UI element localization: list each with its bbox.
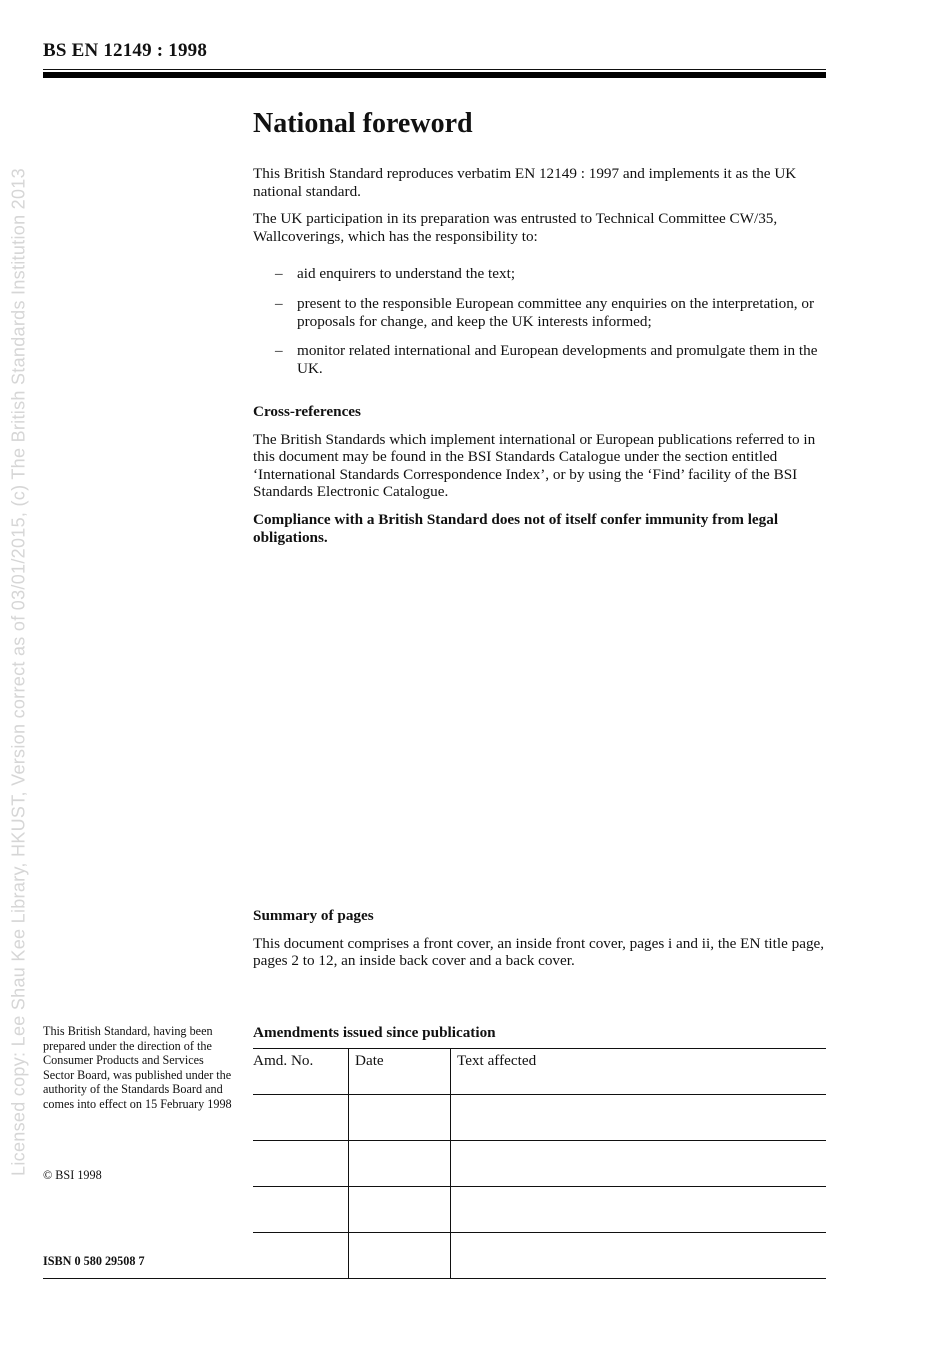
table-header-row bbox=[253, 1049, 826, 1095]
isbn: ISBN 0 580 29508 7 bbox=[43, 1254, 145, 1268]
table-cell bbox=[349, 1095, 451, 1141]
table-cell bbox=[451, 1095, 827, 1141]
footer-rule bbox=[43, 1278, 826, 1279]
table-cell bbox=[349, 1141, 451, 1187]
list-item-text: aid enquirers to understand the text; bbox=[297, 265, 516, 283]
copyright-notice: © BSI 1998 bbox=[43, 1168, 102, 1182]
page-title: National foreword bbox=[253, 108, 473, 139]
amendments-table bbox=[253, 1048, 826, 1279]
table-cell bbox=[253, 1095, 349, 1141]
table-row bbox=[253, 1141, 826, 1187]
list-item bbox=[253, 342, 827, 377]
table-row bbox=[253, 1187, 826, 1233]
bullet-dash: – bbox=[275, 342, 283, 360]
bullet-dash: – bbox=[275, 265, 283, 283]
table-cell bbox=[451, 1187, 827, 1233]
cross-references-section bbox=[253, 403, 827, 556]
column-header-text-affected: Text affected bbox=[451, 1049, 827, 1095]
summary-heading: Summary of pages bbox=[253, 907, 374, 924]
table-row bbox=[253, 1095, 826, 1141]
list-item bbox=[253, 265, 827, 283]
header-rule-thick bbox=[43, 72, 826, 78]
table-cell bbox=[253, 1233, 349, 1279]
intro-paragraph-2: The UK participation in its preparation was entrusted to Technical Committee CW/35, Wallcoverings, which has the responsibility to: bbox=[253, 210, 778, 245]
header-doc-id: BS EN 12149 : 1998 bbox=[43, 40, 208, 61]
compliance-note: Compliance with a British Standard does not of itself confer immunity from legal obligations. bbox=[253, 510, 779, 546]
cross-references-heading: Cross-references bbox=[253, 403, 361, 420]
summary-paragraph: This document comprises a front cover, an inside front cover, pages i and ii, the EN title page, pages 2 to 12, an inside back cover and a back cover. bbox=[253, 934, 825, 970]
intro-paragraph-1: This British Standard reproduces verbatim EN 12149 : 1997 and implements it as the UK national standard. bbox=[253, 165, 797, 200]
list-item-text: present to the responsible European committee any enquiries on the interpretation, or proposals for change, and keep the UK interests informed; bbox=[297, 294, 815, 330]
table-cell bbox=[451, 1141, 827, 1187]
list-item-text: monitor related international and European developments and promulgate them in the UK. bbox=[297, 342, 818, 377]
amendments-heading: Amendments issued since publication bbox=[253, 1024, 496, 1041]
intro-section bbox=[253, 165, 827, 389]
responsibility-list bbox=[253, 265, 827, 377]
license-watermark: Licensed copy: Lee Shau Kee Library, HKUST, Version correct as of 03/01/2015, (c) The British Standards Institution 2013 bbox=[8, 168, 29, 1176]
table-row bbox=[253, 1233, 826, 1279]
header-rule-thin bbox=[43, 69, 826, 70]
table-cell bbox=[349, 1187, 451, 1233]
table-cell bbox=[253, 1141, 349, 1187]
table-cell bbox=[451, 1233, 827, 1279]
table-cell bbox=[253, 1187, 349, 1233]
publication-side-note: This British Standard, having been prepared under the direction of the Consumer Products and Services Sector Board, was published under the authority of the Standards Board and comes into effect on 15 February 1998 bbox=[43, 1024, 232, 1111]
list-item bbox=[253, 295, 827, 330]
cross-references-paragraph: The British Standards which implement international or European publications referred to in this document may be found in the BSI Standards Catalogue under the section entitled ‘International Standards Correspondence Index’, or by using the ‘Find’ facility of the BSI Standards Electronic Catalogue. bbox=[253, 430, 816, 501]
table-cell bbox=[349, 1233, 451, 1279]
column-header-date: Date bbox=[349, 1049, 451, 1095]
summary-section bbox=[253, 907, 827, 970]
bullet-dash: – bbox=[275, 294, 283, 312]
column-header-amd-no: Amd. No. bbox=[253, 1049, 349, 1095]
